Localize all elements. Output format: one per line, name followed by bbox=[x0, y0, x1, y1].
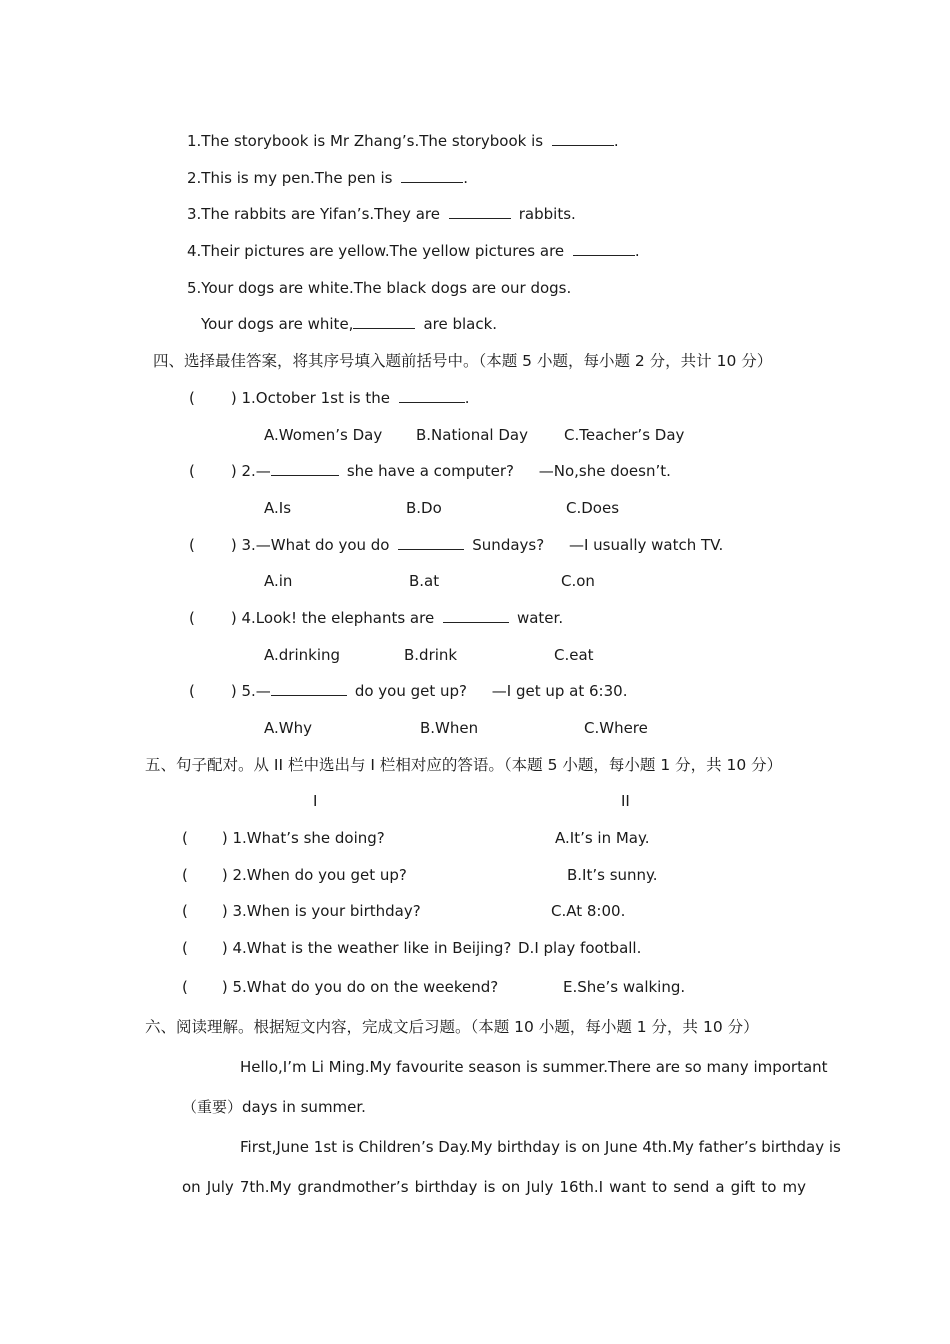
paren-close: ) bbox=[221, 829, 228, 847]
paren-open: ( bbox=[189, 389, 195, 407]
option-b: B.at bbox=[409, 572, 440, 590]
part3-q2-end: . bbox=[463, 169, 468, 187]
match-answer: A.It’s in May. bbox=[555, 829, 650, 847]
option-a: A.in bbox=[264, 572, 293, 590]
part3-q3 bbox=[187, 204, 576, 224]
answer-blank[interactable] bbox=[552, 131, 614, 146]
paren-open: ( bbox=[189, 536, 195, 554]
reading-passage-line: （重要）days in summer. bbox=[182, 1098, 366, 1116]
match-row-3 bbox=[182, 901, 421, 921]
match-question: 2.When do you get up? bbox=[232, 866, 407, 884]
part3-q5b-end: are black. bbox=[423, 315, 498, 333]
paren-close: ) bbox=[230, 536, 237, 554]
paren-close: ) bbox=[221, 939, 228, 957]
question-stem bbox=[189, 388, 470, 408]
answer-blank[interactable] bbox=[449, 204, 511, 219]
match-answer: D.I play football. bbox=[518, 939, 642, 957]
answer-blank[interactable] bbox=[401, 168, 463, 183]
part3-q4-end: . bbox=[634, 242, 640, 260]
match-question: 5.What do you do on the weekend? bbox=[232, 978, 499, 996]
paren-open: ( bbox=[182, 866, 188, 884]
reading-passage-line: Hello,I’m Li Ming.My favourite season is summer.There are so many important bbox=[240, 1058, 828, 1076]
match-question: 1.What’s she doing? bbox=[232, 829, 385, 847]
match-row-4 bbox=[182, 938, 511, 958]
part3-q5b-text: Your dogs are white, bbox=[201, 315, 354, 333]
question-reply: —I usually watch TV. bbox=[568, 536, 724, 554]
part4-heading: 四、选择最佳答案，将其序号填入题前括号中。（本题 5 小题，每小题 2 分，共计 10 分） bbox=[153, 352, 773, 370]
answer-blank bbox=[271, 681, 347, 696]
paren-close: ) bbox=[221, 866, 228, 884]
part3-q4 bbox=[187, 241, 640, 261]
question-text: 2.— bbox=[241, 462, 271, 480]
match-row-1 bbox=[182, 828, 385, 848]
option-c: C.Does bbox=[566, 499, 620, 517]
question-end: do you get up? bbox=[354, 682, 467, 700]
part3-q4-text: 4.Their pictures are yellow.The yellow pictures are bbox=[187, 242, 565, 260]
question-stem bbox=[189, 681, 627, 701]
question-end: Sundays? bbox=[472, 536, 545, 554]
option-b: B.When bbox=[420, 719, 479, 737]
match-row-5 bbox=[182, 977, 498, 997]
question-end: . bbox=[464, 389, 470, 407]
option-a: A.drinking bbox=[264, 646, 341, 664]
option-a: A.Is bbox=[264, 499, 292, 517]
part3-q5b bbox=[201, 314, 497, 334]
part3-q3-text: 3.The rabbits are Yifan’s.They are bbox=[187, 205, 440, 223]
paren-open: ( bbox=[182, 829, 188, 847]
reading-passage-line: First,June 1st is Children’s Day.My birthday is on June 4th.My father’s birthday is bbox=[240, 1138, 841, 1156]
paren-close: ) bbox=[230, 609, 237, 627]
paren-close: ) bbox=[230, 682, 237, 700]
question-stem bbox=[189, 461, 671, 481]
question-end: she have a computer? bbox=[346, 462, 514, 480]
part3-q5a bbox=[187, 278, 571, 298]
option-c: C.on bbox=[561, 572, 595, 590]
part3-q1-text: 1.The storybook is Mr Zhang’s.The storybook is bbox=[187, 132, 544, 150]
match-answer: B.It’s sunny. bbox=[567, 866, 658, 884]
part3-q2 bbox=[187, 168, 468, 188]
match-answer: E.She’s walking. bbox=[563, 978, 686, 996]
part3-q1-end: . bbox=[613, 132, 619, 150]
answer-blank bbox=[271, 461, 339, 476]
option-c: C.eat bbox=[554, 646, 594, 664]
paren-open: ( bbox=[182, 939, 188, 957]
column-label-ii: II bbox=[621, 792, 630, 810]
question-text: 5.— bbox=[241, 682, 271, 700]
option-b: B.drink bbox=[404, 646, 458, 664]
question-reply: —I get up at 6:30. bbox=[491, 682, 628, 700]
paren-close: ) bbox=[221, 902, 228, 920]
option-c: C.Where bbox=[584, 719, 648, 737]
answer-blank bbox=[443, 608, 509, 623]
paren-open: ( bbox=[189, 682, 195, 700]
question-reply: —No,she doesn’t. bbox=[538, 462, 671, 480]
part3-q3-end: rabbits. bbox=[518, 205, 576, 223]
match-answer: C.At 8:00. bbox=[551, 902, 626, 920]
part3-q2-text: 2.This is my pen.The pen is bbox=[187, 169, 393, 187]
paren-open: ( bbox=[189, 462, 195, 480]
question-stem bbox=[189, 535, 723, 555]
option-a: A.Women’s Day bbox=[264, 426, 383, 444]
option-c: C.Teacher’s Day bbox=[564, 426, 685, 444]
option-b: B.Do bbox=[406, 499, 442, 517]
answer-blank[interactable] bbox=[353, 314, 415, 329]
option-a: A.Why bbox=[264, 719, 312, 737]
part6-heading: 六、阅读理解。根据短文内容，完成文后习题。（本题 10 小题，每小题 1 分，共 10 分） bbox=[145, 1018, 759, 1036]
match-question: 4.What is the weather like in Beijing? bbox=[232, 939, 512, 957]
part3-q5-text: 5.Your dogs are white.The black dogs are our dogs. bbox=[187, 279, 572, 297]
question-end: water. bbox=[516, 609, 564, 627]
match-row-2 bbox=[182, 865, 407, 885]
question-text: 4.Look! the elephants are bbox=[241, 609, 435, 627]
question-stem bbox=[189, 608, 563, 628]
answer-blank bbox=[398, 535, 464, 550]
reading-passage-line: on July 7th.My grandmother’s birthday is on July 16th.I want to send a gift to my bbox=[182, 1178, 806, 1196]
part5-heading: 五、句子配对。从 II 栏中选出与 I 栏相对应的答语。（本题 5 小题，每小题 1 分，共 10 分） bbox=[145, 756, 783, 774]
paren-open: ( bbox=[189, 609, 195, 627]
paren-close: ) bbox=[230, 389, 237, 407]
question-text: 1.October 1st is the bbox=[241, 389, 390, 407]
part3-q1 bbox=[187, 131, 619, 151]
question-text: 3.—What do you do bbox=[241, 536, 390, 554]
column-label-i: I bbox=[313, 792, 318, 810]
match-question: 3.When is your birthday? bbox=[232, 902, 421, 920]
answer-blank bbox=[399, 388, 465, 403]
paren-close: ) bbox=[230, 462, 237, 480]
paren-open: ( bbox=[182, 978, 188, 996]
answer-blank[interactable] bbox=[573, 241, 635, 256]
option-b: B.National Day bbox=[416, 426, 528, 444]
paren-open: ( bbox=[182, 902, 188, 920]
paren-close: ) bbox=[221, 978, 228, 996]
